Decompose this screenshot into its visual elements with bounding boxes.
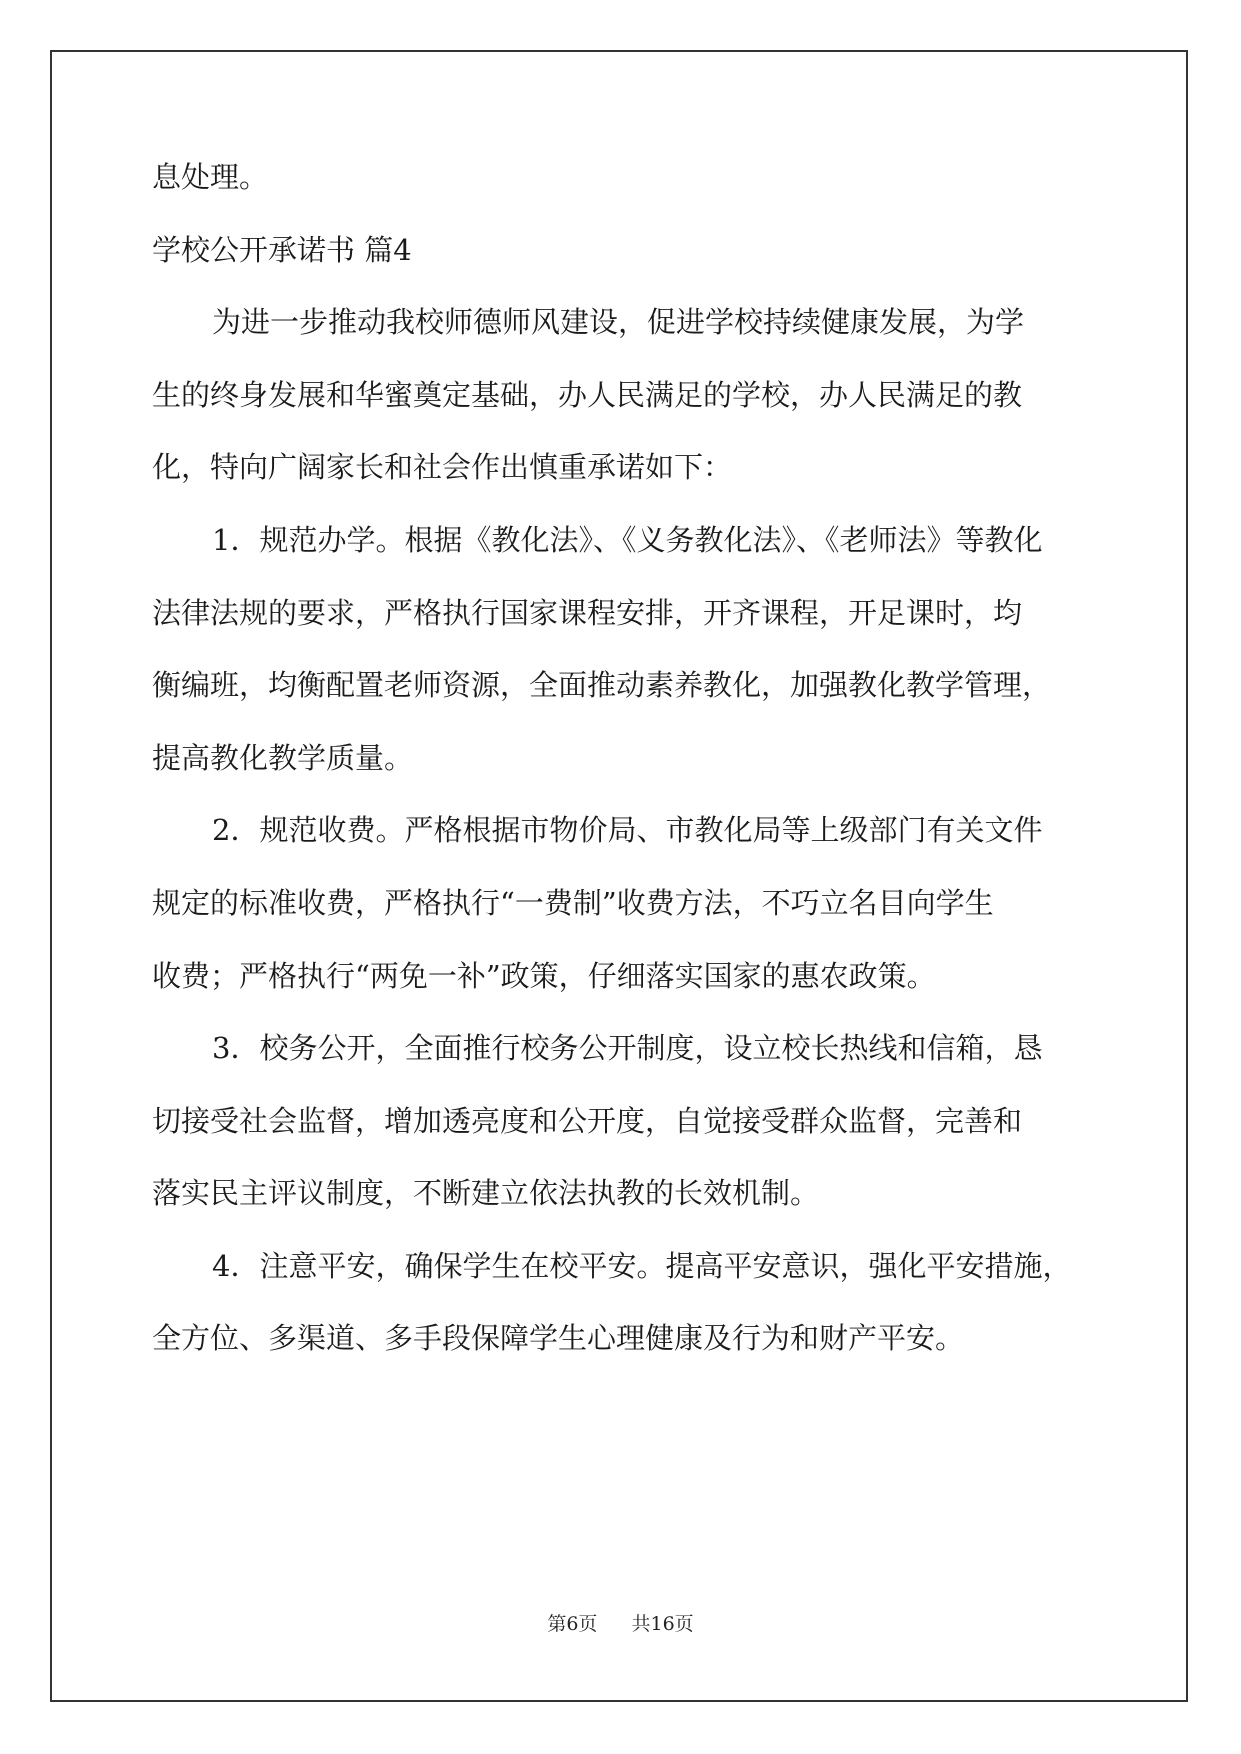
paragraph-line: 落实民主评议制度，不断建立依法执教的长效机制。 (152, 1176, 820, 1210)
page-footer (0, 1612, 1241, 1636)
paragraph-line: 化，特向广阔家长和社会作出慎重承诺如下： (152, 450, 733, 484)
paragraph-line: 4．注意平安，确保学生在校平安。提高平安意识，强化平安措施， (212, 1249, 1072, 1283)
paragraph-line: 法律法规的要求，严格执行国家课程安排，开齐课程，开足课时，均 (152, 596, 1023, 630)
paragraph-line: 提高教化教学质量。 (152, 741, 414, 775)
paragraph-line: 为进一步推动我校师德师风建设，促进学校持续健康发展，为学 (212, 305, 1025, 339)
paragraph-line: 全方位、多渠道、多手段保障学生心理健康及行为和财产平安。 (152, 1321, 965, 1355)
page-total: 共16页 (631, 1613, 694, 1635)
page-number: 第6页 (547, 1613, 598, 1635)
section-heading: 学校公开承诺书 篇4 (152, 233, 412, 267)
paragraph-line: 切接受社会监督，增加透亮度和公开度，自觉接受群众监督，完善和 (152, 1104, 1023, 1138)
paragraph-line: 衡编班，均衡配置老师资源，全面推动素养教化，加强教化教学管理， (152, 668, 1052, 702)
paragraph-line: 生的终身发展和华蜜奠定基础，办人民满足的学校，办人民满足的教 (152, 378, 1023, 412)
page-border (50, 50, 1188, 1702)
paragraph-line: 息处理。 (152, 160, 269, 194)
paragraph-line: 收费；严格执行“两免一补”政策，仔细落实国家的惠农政策。 (152, 959, 936, 993)
paragraph-line: 2．规范收费。严格根据市物价局、市教化局等上级部门有关文件 (212, 813, 1043, 847)
paragraph-line: 3．校务公开，全面推行校务公开制度，设立校长热线和信箱，恳 (212, 1031, 1043, 1065)
paragraph-line: 规定的标准收费，严格执行“一费制”收费方法，不巧立名目向学生 (152, 886, 994, 920)
paragraph-line: 1．规范办学。根据《教化法》、《义务教化法》、《老师法》等教化 (212, 523, 1043, 557)
